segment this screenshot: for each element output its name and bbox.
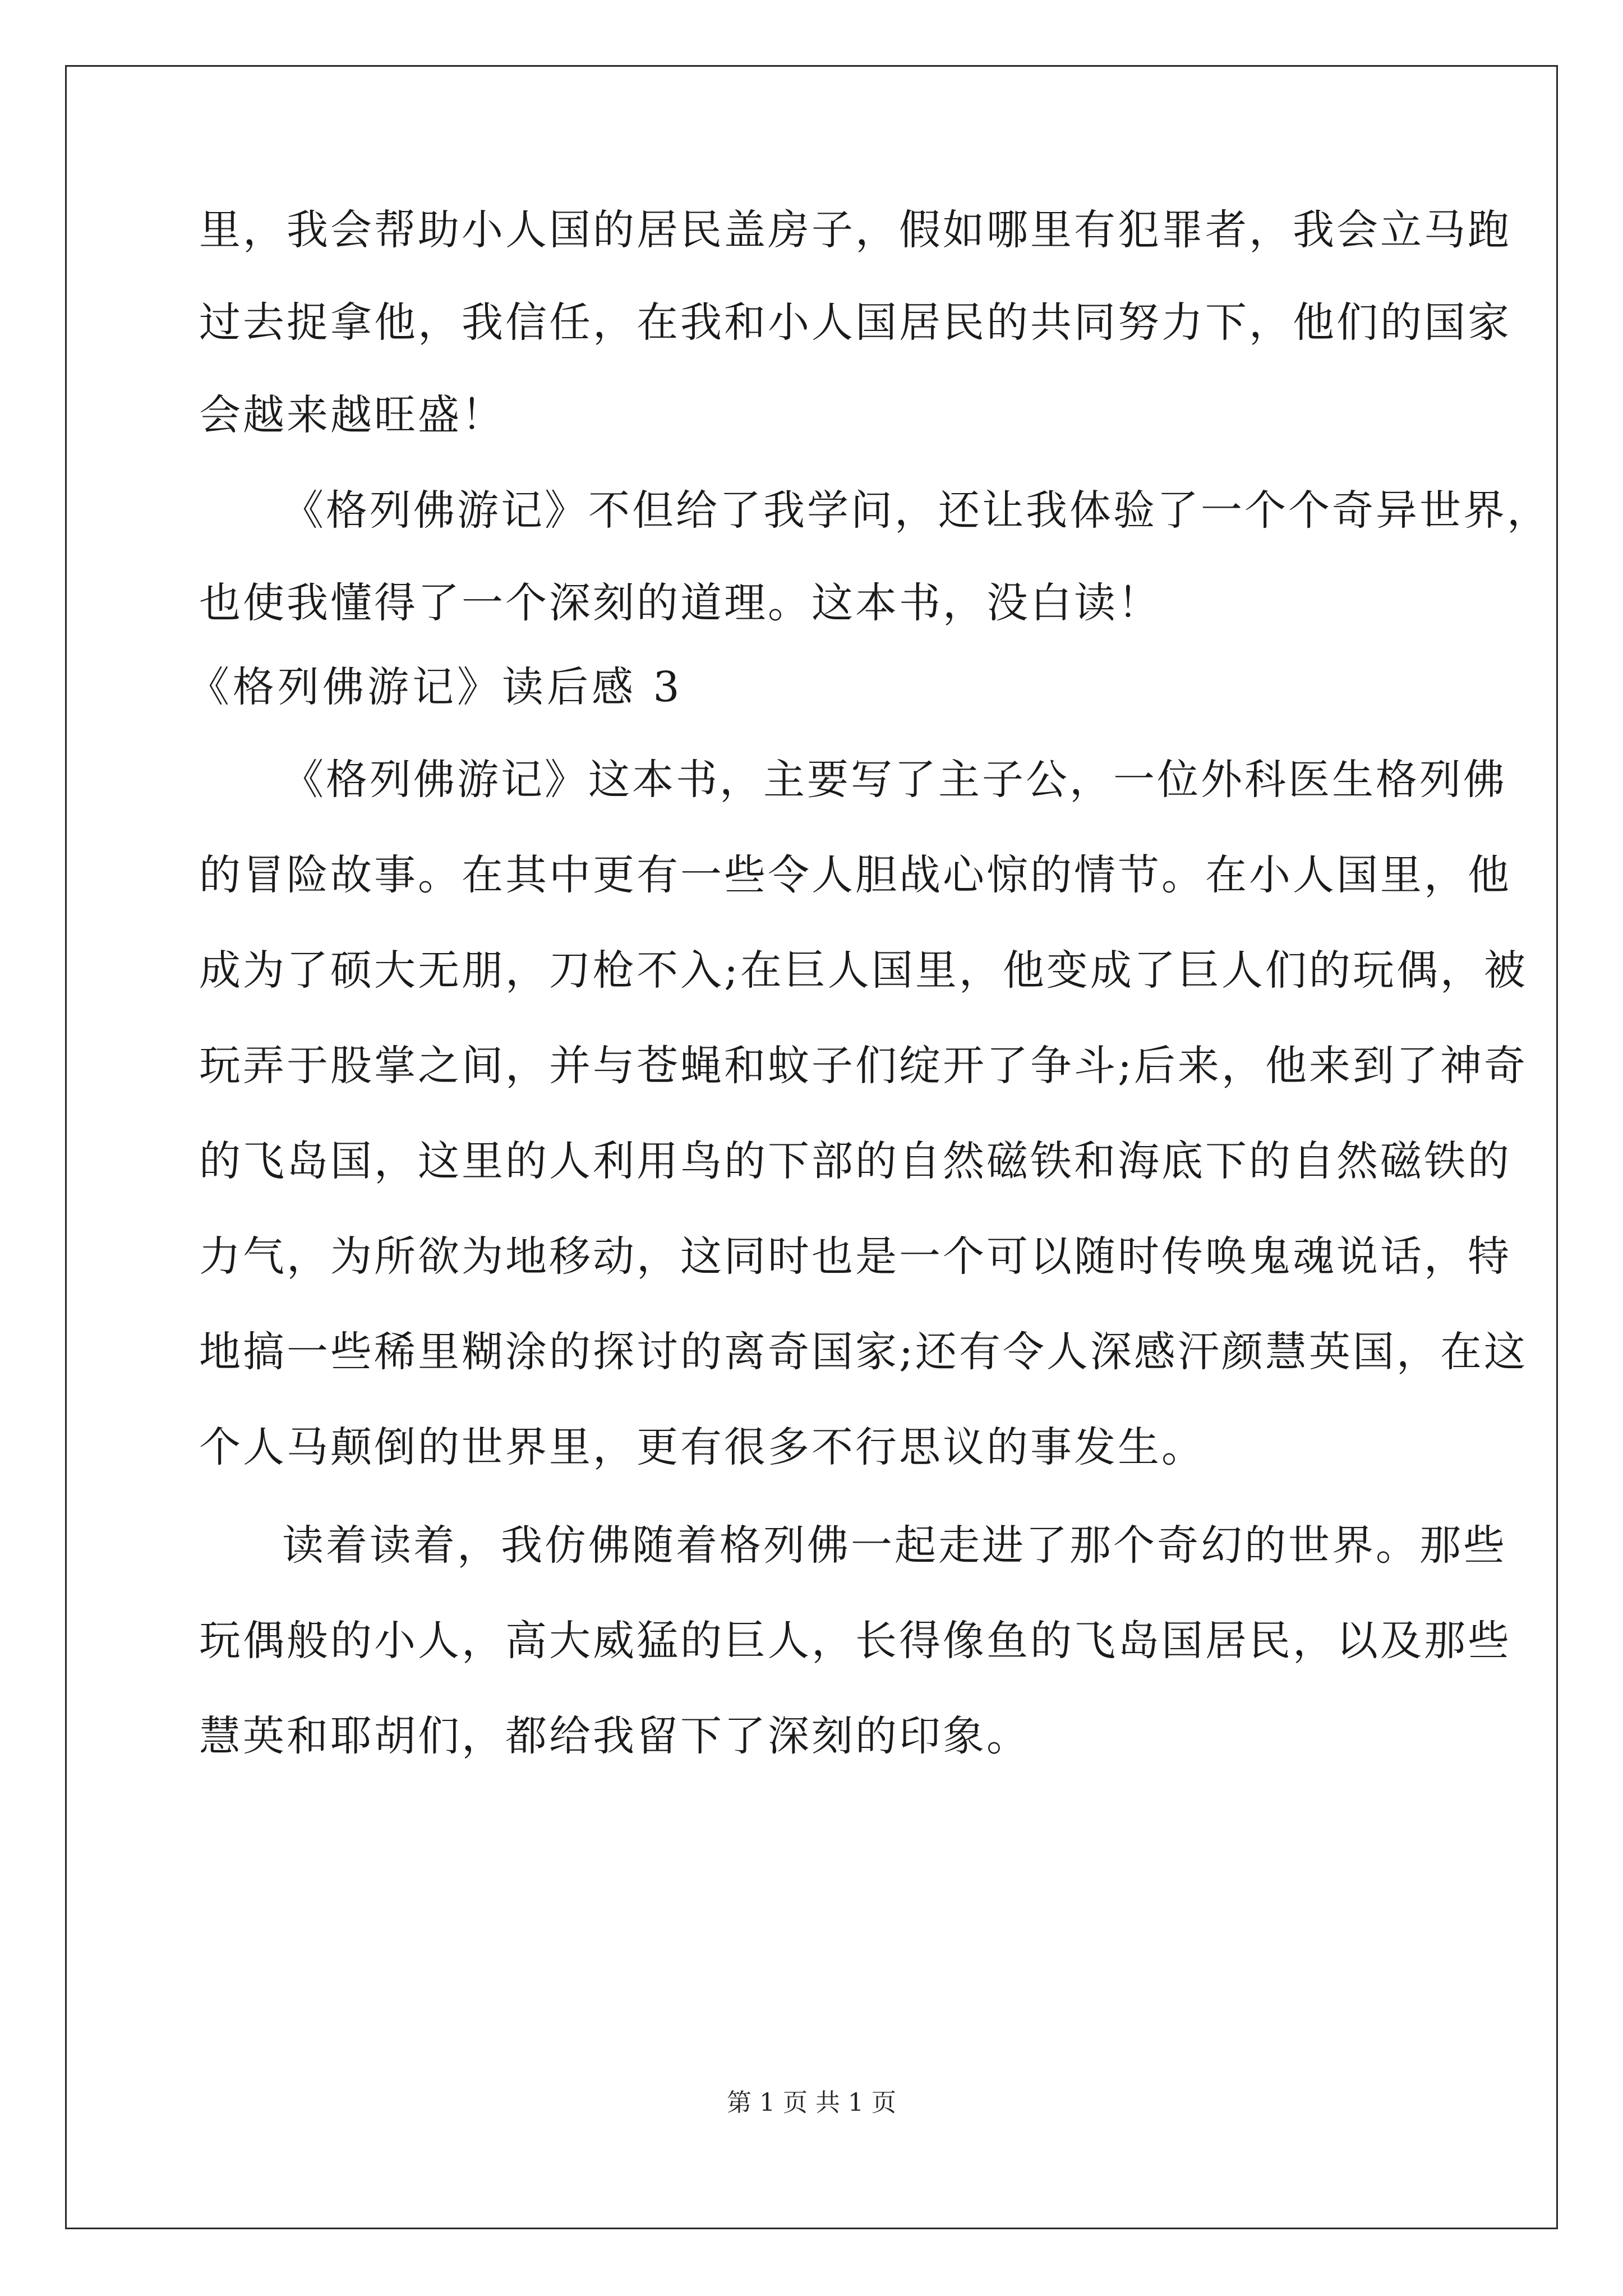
section-heading: 《格列佛游记》读后感 3 xyxy=(188,663,683,711)
paragraph-line: 的冒险故事。在其中更有一些令人胆战心惊的情节。在小人国里，他 xyxy=(199,851,1511,899)
paragraph-line: 慧英和耶胡们，都给我留下了深刻的印象。 xyxy=(199,1712,1030,1760)
paragraph-line: 也使我懂得了一个深刻的道理。这本书，没白读！ xyxy=(199,579,1161,627)
page-footer: 第 1 页 共 1 页 xyxy=(727,2088,896,2117)
paragraph-line: 过去捉拿他，我信任，在我和小人国居民的共同努力下，他们的国家 xyxy=(199,298,1511,347)
paragraph-line: 的飞岛国，这里的人利用鸟的下部的自然磁铁和海底下的自然磁铁的 xyxy=(199,1137,1511,1185)
paragraph-line: 成为了硕大无朋，刀枪不入;在巨人国里，他变成了巨人们的玩偶，被 xyxy=(199,946,1528,995)
paragraph-line: 里，我会帮助小人国的居民盖房子，假如哪里有犯罪者，我会立马跑 xyxy=(199,206,1511,254)
paragraph-line: 读着读着，我仿佛随着格列佛一起走进了那个奇幻的世界。那些 xyxy=(282,1521,1507,1570)
paragraph-line: 个人马颠倒的世界里，更有很多不行思议的事发生。 xyxy=(199,1423,1205,1471)
paragraph-line: 地搞一些稀里糊涂的探讨的离奇国家;还有令人深感汗颜慧英国，在这 xyxy=(199,1328,1528,1376)
paragraph-line: 力气，为所欲为地移动，这同时也是一个可以随时传唤鬼魂说话，特 xyxy=(199,1232,1511,1281)
paragraph-line: 《格列佛游记》不但给了我学问，还让我体验了一个个奇异世界， xyxy=(282,486,1551,535)
paragraph-line: 玩偶般的小人，高大威猛的巨人，长得像鱼的飞岛国居民，以及那些 xyxy=(199,1617,1511,1665)
paragraph-line: 《格列佛游记》这本书，主要写了主子公，一位外科医生格列佛 xyxy=(282,756,1507,804)
paragraph-line: 会越来越旺盛！ xyxy=(199,391,505,439)
paragraph-line: 玩弄于股掌之间，并与苍蝇和蚊子们绽开了争斗;后来，他来到了神奇 xyxy=(199,1042,1528,1090)
